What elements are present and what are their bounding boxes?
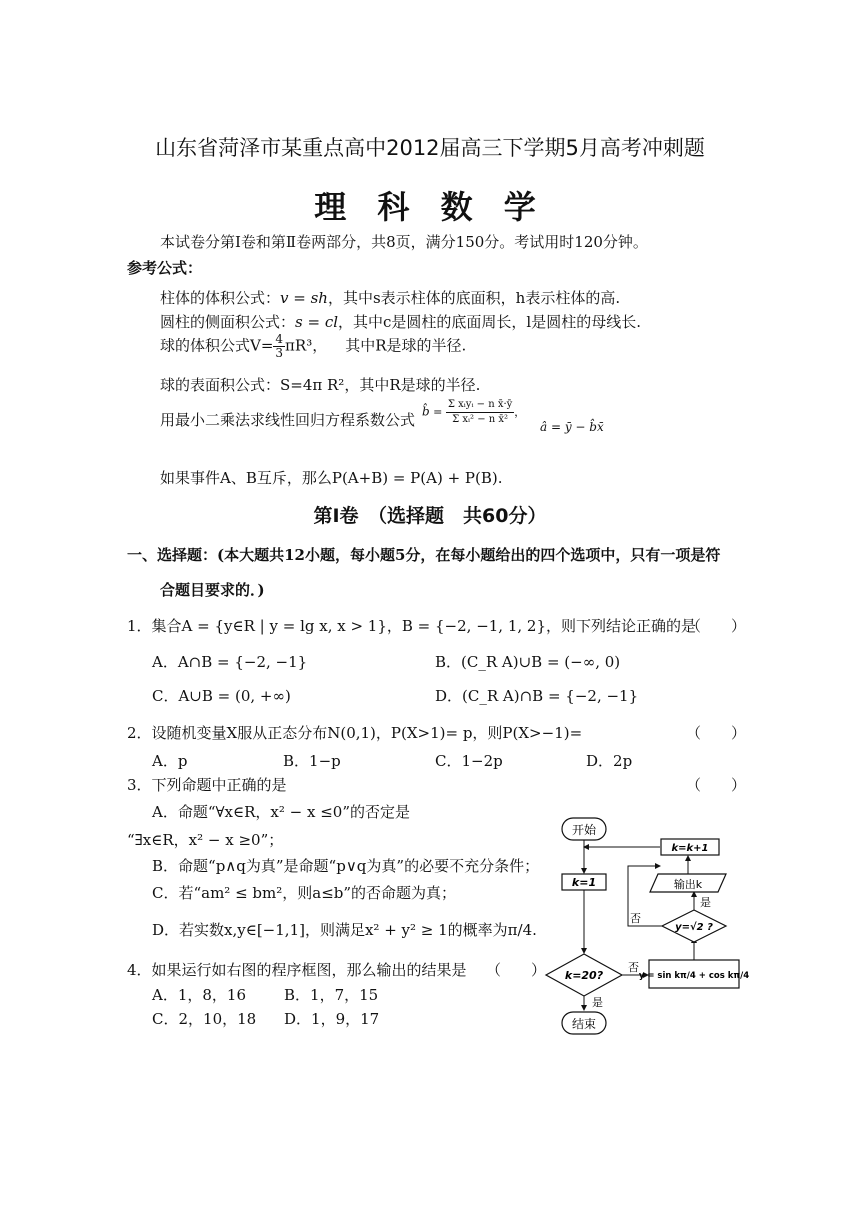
- question-2-option-d: D．2p: [586, 752, 633, 770]
- flow-init-label: k=1: [571, 876, 597, 889]
- flow-incr-label: k=k+1: [671, 843, 709, 854]
- sphere-vol-fraction: $\frac{4}{3}$: [275, 332, 284, 360]
- question-3-option-b: B．命题“p∧q为真”是命题“p∨q为真”的必要不充分条件；: [152, 857, 540, 875]
- question-1-option-d: D．(C_R A)∩B = {−2, −1}: [435, 687, 639, 705]
- section-title: 第Ⅰ卷 （选择题 共60分）: [313, 505, 547, 527]
- question-3-option-c: C．若“am² ≤ bm²，则a≤b”的否命题为真；: [152, 884, 457, 902]
- question-4-option-a: A．1，8，16: [152, 986, 247, 1004]
- formula-cyl-label: 圆柱的侧面积公式：: [160, 313, 296, 331]
- regression-label: 用最小二乘法求线性回归方程系数公式: [160, 411, 416, 429]
- question-4-option-d: D．1，9，17: [284, 1010, 380, 1028]
- sphere-vol-label: 球的体积公式V=: [160, 336, 274, 355]
- question-1-paren: （ ）: [686, 617, 747, 635]
- subject-title: 理 科 数 学: [314, 188, 546, 226]
- question-3-stem: 3．下列命题中正确的是: [127, 776, 287, 794]
- question-2-paren: （ ）: [686, 724, 747, 742]
- question-4-option-c: C．2，10，18: [152, 1010, 257, 1028]
- flow-start-label: 开始: [571, 823, 597, 837]
- formulas-heading: 参考公式：: [127, 259, 203, 277]
- flow-yes-label-2: 是: [700, 896, 711, 909]
- sphere-vol-desc: 其中R是球的半径.: [345, 336, 467, 355]
- question-3-paren: （ ）: [686, 776, 747, 794]
- question-2-option-b: B．1−p: [283, 752, 341, 770]
- question-3-option-a-cont: “∃x∈R，x² − x ≥0”；: [127, 831, 284, 849]
- section-instructions-1: 一、选择题：(本大题共12小题，每小题5分，在每小题给出的四个选项中，只有一项是符: [127, 546, 721, 564]
- question-2-option-c: C．1−2p: [435, 752, 503, 770]
- flow-end-label: 结束: [571, 1017, 597, 1031]
- formula-cyl-expr: s = cl: [295, 313, 339, 331]
- question-2-stem: 2．设随机变量X服从正态分布N(0,1)，P(X>1)= p，则P(X>−1)=: [127, 724, 583, 742]
- formula-prism-expr: v = sh: [280, 289, 328, 307]
- formula-sphere-area: 球的表面积公式：S=4π R²，其中R是球的半径.: [160, 376, 481, 394]
- question-1-option-c: C．A∪B = (0, +∞): [152, 687, 291, 705]
- formula-cyl-desc: ，其中c是圆柱的底面周长，l是圆柱的母线长.: [338, 313, 641, 331]
- question-1-option-b: B．(C_R A)∪B = (−∞, 0): [435, 653, 621, 671]
- formula-prism-label: 柱体的体积公式：: [160, 289, 281, 307]
- question-1-option-a: A．A∩B = {−2, −1}: [152, 653, 308, 671]
- flow-yes-label: 是: [592, 996, 603, 1009]
- flow-no-label-1: 否: [628, 961, 639, 974]
- flow-check-label: y=√2 ?: [675, 922, 713, 933]
- formula-sphere-volume: [160, 333, 466, 360]
- flowchart: [540, 810, 750, 1040]
- regression-b-num: Σ xᵢyᵢ − n x̄·ȳ: [446, 398, 514, 413]
- regression-b-formula: b̂ = $\frac{\text{Σ xᵢyᵢ − n x̄·ȳ}}{\text{Σ xᵢ² − n x̄²}}$ ，: [422, 399, 526, 425]
- formula-prism: [160, 288, 620, 308]
- formula-events: 如果事件A、B互斥，那么P(A+B) = P(A) + P(B).: [160, 469, 503, 487]
- regression-b-den: Σ xᵢ² − n x̄²: [452, 414, 509, 425]
- section-instructions-2: 合题目要求的．): [160, 581, 265, 599]
- formula-prism-desc: ，其中s表示柱体的底面积，h表示柱体的高.: [327, 289, 621, 307]
- sphere-vol-tail: πR³，: [285, 336, 328, 355]
- flow-assign-label: y = sin kπ/4 + cos kπ/4: [638, 971, 750, 981]
- formula-regression: [160, 410, 415, 430]
- flow-output-label: 输出k: [673, 878, 703, 891]
- question-3-option-d: D．若实数x,y∈[−1,1]，则满足x² + y² ≥ 1的概率为π/4.: [152, 921, 537, 939]
- question-1-stem: 1．集合A = {y∈R | y = lg x, x > 1}，B = {−2, −1, 1, 2}，则下列结论正确的是: [127, 617, 697, 635]
- formula-cylinder: [160, 312, 641, 332]
- question-4-option-b: B．1，7，15: [284, 986, 379, 1004]
- question-2-option-a: A．p: [152, 752, 188, 770]
- flow-cond-label: k=20?: [564, 969, 604, 982]
- question-4-paren: （ ）: [486, 961, 547, 979]
- exam-intro: 本试卷分第Ⅰ卷和第Ⅱ卷两部分，共8页，满分150分。考试用时120分钟。: [160, 233, 648, 251]
- exam-title: 山东省菏泽市某重点高中2012届高三下学期5月高考冲刺题: [155, 136, 705, 160]
- flow-no-label-2: 否: [630, 912, 641, 925]
- regression-a-formula: â = ȳ − b̂x̄: [540, 420, 604, 434]
- question-3-option-a: A．命题“∀x∈R，x² − x ≤0”的否定是: [152, 803, 410, 821]
- question-4-stem: 4．如果运行如右图的程序框图，那么输出的结果是: [127, 961, 467, 979]
